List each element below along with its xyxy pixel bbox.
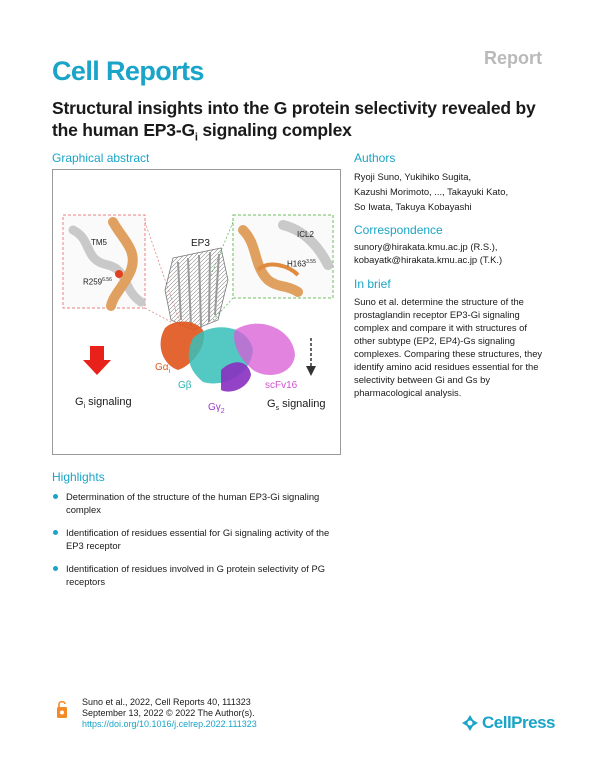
highlight-item: Determination of the structure of the human EP3-Gi signaling complex — [52, 490, 348, 516]
inset-left-residue — [115, 270, 123, 278]
label-gs-signaling: $G_s$ signaling — [267, 398, 326, 413]
report-tag: Report — [484, 48, 542, 68]
bullet-icon — [53, 566, 58, 571]
cellpress-text: CellPress — [482, 713, 555, 732]
label-r259: $R259^{6.56}$ — [83, 277, 112, 287]
correspondence-list — [354, 240, 554, 266]
correspondence-email[interactable]: sunory@hirakata.kmu.ac.jp (R.S.), — [354, 241, 498, 252]
label-ggamma: $G\gamma_2$ — [208, 402, 225, 415]
highlights-heading: Highlights — [52, 470, 105, 484]
highlight-item: Identification of residues essential for Gi signaling activity of the EP3 receptor — [52, 526, 348, 552]
in-brief-text: Suno et al. determine the structure of the prostaglandin receptor EP3-Gi signaling complex and compare it with structures of other subtype (EP2, EP4)-Gs signaling complexes. Comparing these structures, they identify amino acid residues essential for the selectivity between Gi and Gs by pharmacological analysis. — [354, 296, 543, 398]
author-line: Kazushi Morimoto, ..., Takayuki Kato, — [354, 186, 509, 197]
cellpress-logo[interactable] — [461, 712, 555, 734]
author-line: Ryoji Suno, Yukihiko Sugita, — [354, 171, 472, 182]
label-galpha: $G\alpha_i$ — [155, 362, 171, 375]
graphical-abstract-svg — [53, 170, 341, 455]
highlights-list — [52, 490, 348, 598]
authors-heading: Authors — [354, 151, 396, 165]
correspondence-email[interactable]: kobayatk@hirakata.kmu.ac.jp (T.K.) — [354, 254, 503, 265]
label-ep3: EP3 — [191, 238, 210, 249]
page-title: Structural insights into the G protein selectivity revealed by the human $EP3-G_i$ signaling complex — [52, 98, 536, 144]
label-tm5: TM5 — [91, 238, 107, 247]
open-access-icon — [56, 699, 68, 719]
gi-arrow — [83, 346, 111, 375]
author-line: So Iwata, Takuya Kobayashi — [354, 201, 472, 212]
authors-list — [354, 169, 554, 214]
publication-date: September 13, 2022 © 2022 The Author(s). — [82, 708, 255, 718]
ggamma-subunit — [221, 362, 251, 391]
label-scfv16: scFv16 — [265, 380, 298, 391]
label-gbeta: Gβ — [178, 380, 192, 391]
citation-text: Suno et al., 2022, Cell Reports 40, 111323 — [82, 697, 251, 707]
journal-name[interactable]: Cell Reports — [52, 56, 204, 86]
graphical-abstract-heading: Graphical abstract — [52, 151, 150, 165]
label-h163: $H163^{3.55}$ — [287, 259, 316, 269]
gs-arrowhead — [306, 366, 316, 376]
in-brief-heading: In brief — [354, 277, 391, 291]
bullet-icon — [53, 530, 58, 535]
label-gi-signaling: $G_i$ signaling — [75, 396, 132, 411]
highlight-item: Identification of residues involved in G protein selectivity of PG receptors — [52, 562, 348, 588]
graphical-abstract-figure — [52, 169, 341, 455]
label-icl2: ICL2 — [297, 230, 314, 239]
doi-link[interactable]: https://doi.org/10.1016/j.celrep.2022.111323 — [82, 719, 257, 729]
correspondence-heading: Correspondence — [354, 223, 443, 237]
footer-citation — [82, 697, 257, 730]
bullet-icon — [53, 494, 58, 499]
cellpress-icon — [461, 714, 479, 732]
